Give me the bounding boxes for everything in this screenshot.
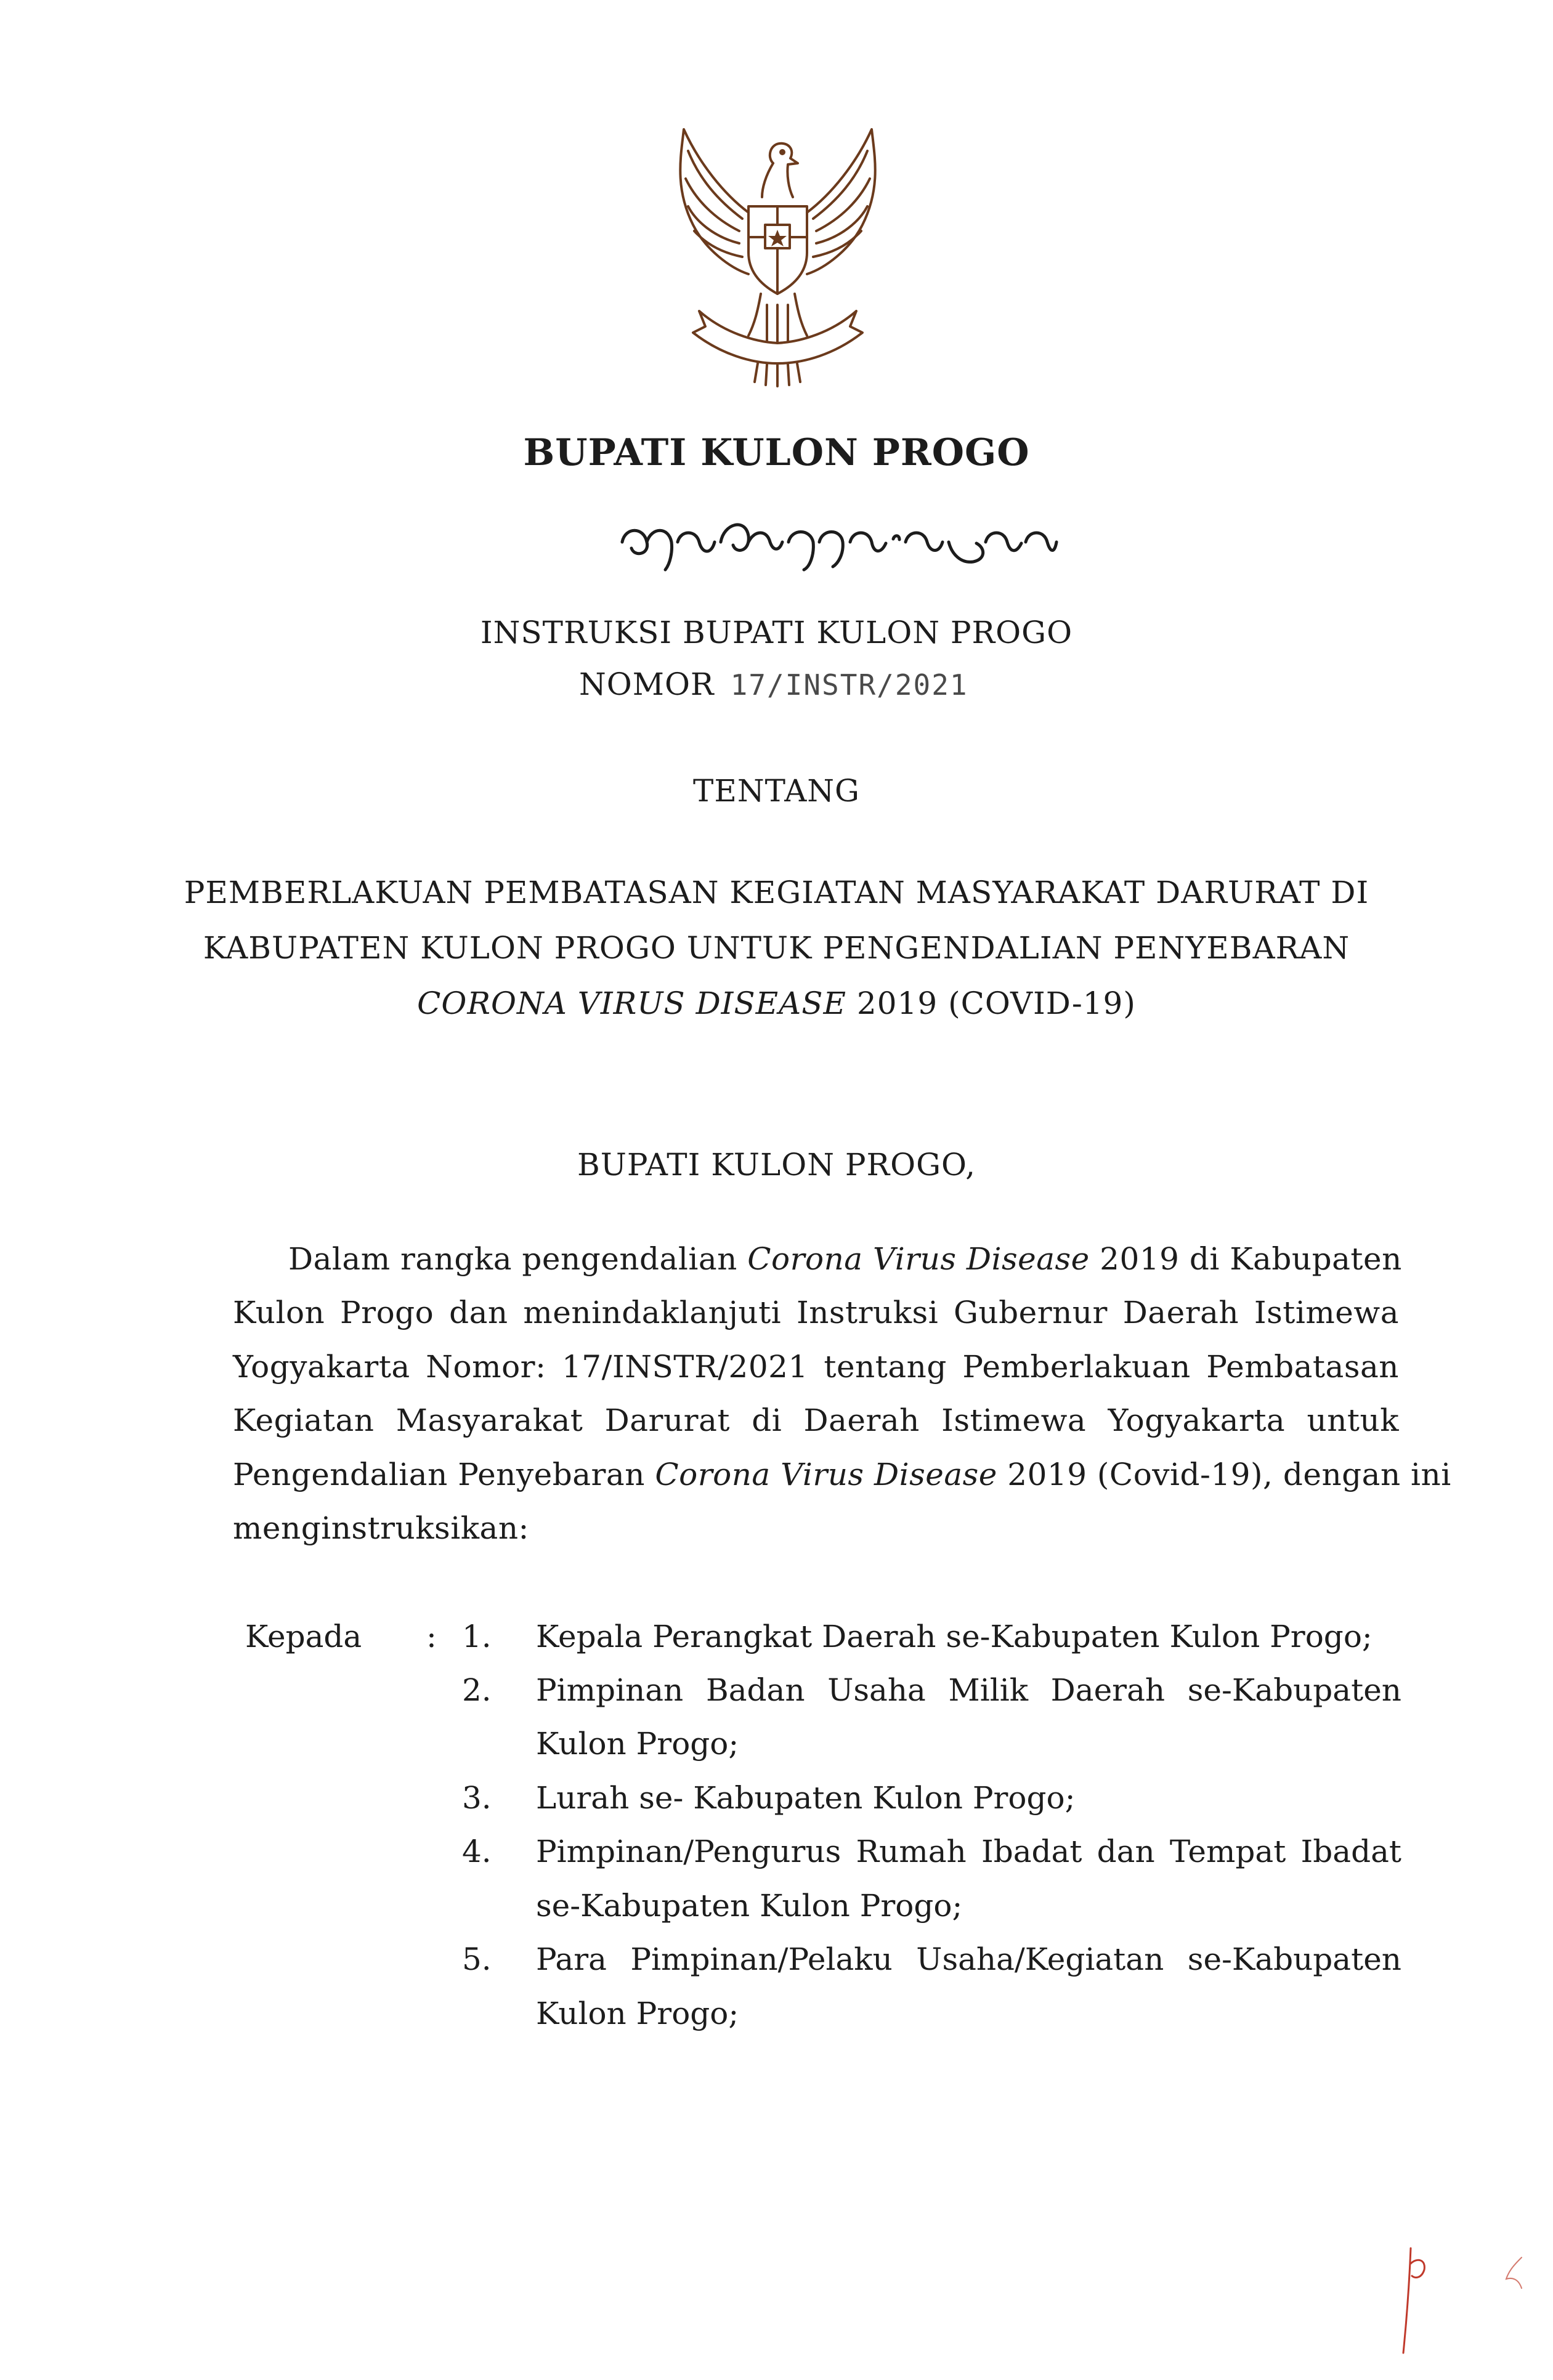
number-value-stamp: 17/INSTR/2021 — [730, 668, 968, 702]
paragraph-text: Pengendalian Penyebaran — [233, 1457, 655, 1492]
paragraph-text: Dalam rangka pengendalian — [288, 1241, 748, 1277]
subject-line-1: PEMBERLAKUAN PEMBATASAN KEGIATAN MASYARAKAT DARURAT DI — [184, 875, 1369, 910]
paragraph-text: 2019 di Kabupaten — [1089, 1241, 1402, 1277]
subject-italic-term: CORONA VIRUS DISEASE — [417, 986, 847, 1021]
subject-line-3 — [0, 986, 1553, 1021]
paragraph-line-5 — [233, 1457, 1451, 1492]
instruction-number — [579, 666, 968, 702]
recipient-item-line: Kulon Progo; — [536, 1726, 739, 1762]
paragraph-line-2: Kulon Progo dan menindaklanjuti Instruksi Gubernur Daerah Istimewa — [233, 1295, 1399, 1330]
subject-line-3-rest: 2019 (COVID-19) — [846, 986, 1136, 1021]
regent-salutation: BUPATI KULON PROGO, — [577, 1147, 976, 1183]
recipient-item-line: Kepala Perangkat Daerah se-Kabupaten Kulon Progo; — [536, 1619, 1373, 1654]
recipients-label: Kepada — [245, 1619, 362, 1654]
recipient-item-line: Kulon Progo; — [536, 1996, 739, 2031]
paragraph-italic-term: Corona Virus Disease — [655, 1457, 997, 1492]
recipient-item-line: Lurah se- Kabupaten Kulon Progo; — [536, 1780, 1076, 1816]
paragraph-italic-term: Corona Virus Disease — [747, 1241, 1090, 1277]
recipient-item-line: Para Pimpinan/Pelaku Usaha/Kegiatan se-Kabupaten — [536, 1941, 1401, 1977]
about-label: TENTANG — [692, 773, 860, 809]
paragraph-line-3: Yogyakarta Nomor: 17/INSTR/2021 tentang Pemberlakuan Pembatasan — [233, 1349, 1399, 1385]
instruction-title: INSTRUKSI BUPATI KULON PROGO — [480, 615, 1073, 650]
recipient-item-line: Pimpinan Badan Usaha Milik Daerah se-Kabupaten — [536, 1672, 1401, 1708]
recipient-item-line: se-Kabupaten Kulon Progo; — [536, 1888, 963, 1924]
recipient-number: 4. — [462, 1834, 492, 1869]
recipient-number: 3. — [462, 1780, 492, 1816]
paragraph-text: 2019 (Covid-19), dengan ini — [997, 1457, 1451, 1492]
garuda-emblem-icon — [656, 120, 899, 391]
paragraph-line-6: menginstruksikan: — [233, 1510, 529, 1546]
regent-title: BUPATI KULON PROGO — [523, 431, 1030, 474]
recipient-number: 2. — [462, 1672, 492, 1708]
recipient-number: 1. — [462, 1619, 492, 1654]
recipient-item-line: Pimpinan/Pengurus Rumah Ibadat dan Tempat Ibadat — [536, 1834, 1401, 1869]
paragraph-line-4: Kegiatan Masyarakat Darurat di Daerah Istimewa Yogyakarta untuk — [233, 1402, 1399, 1438]
subject-line-2: KABUPATEN KULON PROGO UNTUK PENGENDALIAN PENYEBARAN — [203, 930, 1350, 966]
recipients-colon: : — [426, 1619, 437, 1654]
paragraph-line-1 — [288, 1241, 1402, 1277]
javanese-script-title-icon — [616, 505, 1060, 573]
handwritten-initial-mark-icon — [1392, 2242, 1435, 2359]
recipient-number: 5. — [462, 1941, 492, 1977]
handwritten-tick-mark-icon — [1497, 2251, 1534, 2301]
number-label: NOMOR — [579, 666, 715, 702]
